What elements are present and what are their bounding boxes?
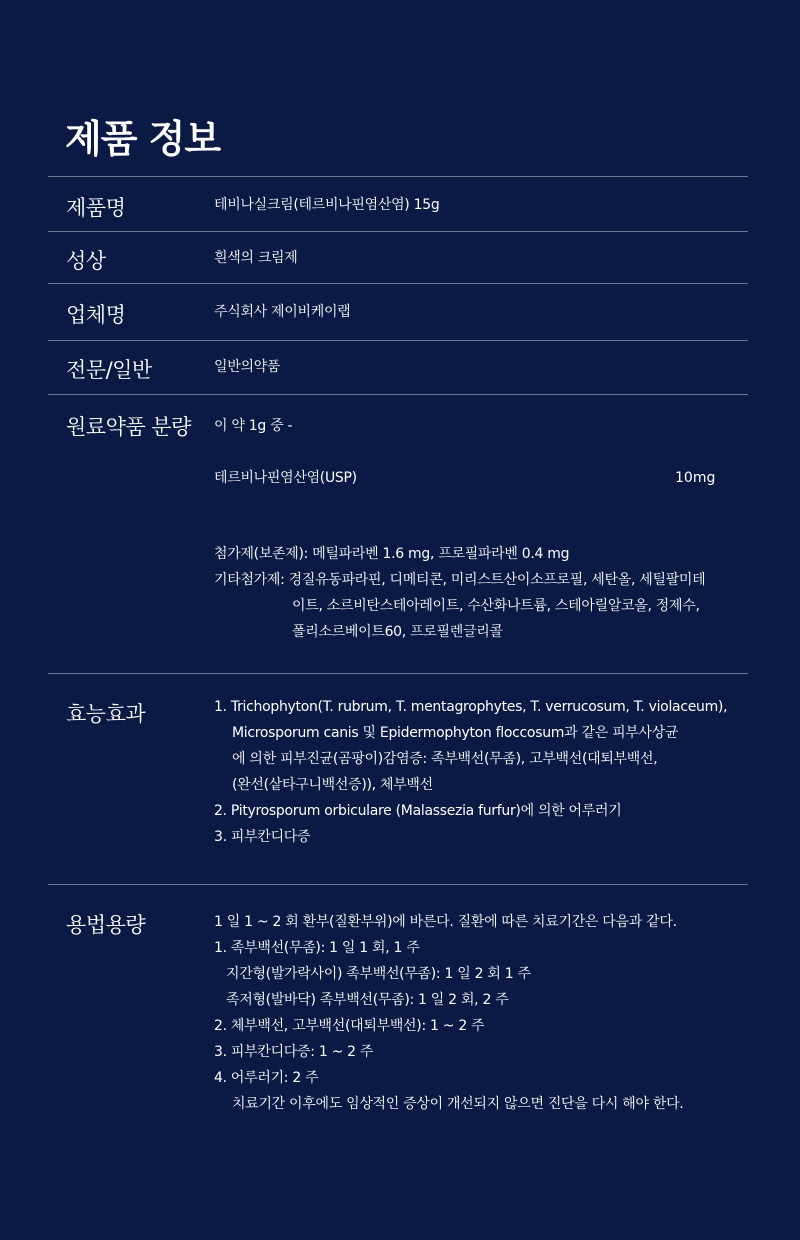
additive-line: 폴리소르베이트60, 프로필렌글리콜 xyxy=(292,624,503,640)
value-product-name: 테비나실크림(테르비나핀염산염) 15g xyxy=(214,197,440,213)
active-ingredient-amount: 10mg xyxy=(675,470,716,486)
dosage-line: 족저형(발바닥) 족부백선(무좀): 1 일 2 회, 2 주 xyxy=(226,992,509,1008)
label-dosage: 용법용량 xyxy=(66,913,146,937)
dosage-line: 1. 족부백선(무좀): 1 일 1 회, 1 주 xyxy=(214,940,420,956)
efficacy-line: 3. 피부칸디다증 xyxy=(214,829,311,845)
value-category: 일반의약품 xyxy=(214,359,281,375)
row-appearance xyxy=(48,231,748,284)
efficacy-text xyxy=(214,694,727,850)
label-product-name: 제품명 xyxy=(66,196,126,220)
additive-line: 이트, 소르비탄스테아레이트, 수산화나트륨, 스테아릴알코올, 정제수, xyxy=(292,598,700,614)
value-appearance: 흰색의 크림제 xyxy=(214,250,298,266)
dosage-line: 1 일 1 ~ 2 회 환부(질환부위)에 바른다. 질환에 따른 치료기간은 다음과 같다. xyxy=(214,914,677,930)
additive-line: 기타첨가제: 경질유동파라핀, 디메티콘, 미리스트산이소프로필, 세탄올, 세틸팔미테 xyxy=(214,572,706,588)
efficacy-line: 에 의한 피부진균(곰팡이)감염증: 족부백선(무좀), 고부백선(대퇴부백선, xyxy=(232,751,658,767)
dosage-line: 치료기간 이후에도 임상적인 증상이 개선되지 않으면 진단을 다시 해야 한다. xyxy=(232,1096,684,1112)
label-appearance: 성상 xyxy=(66,249,106,273)
page-title: 제품 정보 xyxy=(65,117,221,161)
additive-line: 첨가제(보존제): 메틸파라벤 1.6 mg, 프로필파라벤 0.4 mg xyxy=(214,546,570,562)
label-category: 전문/일반 xyxy=(66,358,152,382)
efficacy-line: 1. Trichophyton(T. rubrum, T. mentagrophytes, T. verrucosum, T. violaceum), xyxy=(214,699,728,715)
ingredients-intro: 이 약 1g 중 - xyxy=(214,418,293,434)
row-company xyxy=(48,283,748,341)
label-efficacy: 효능효과 xyxy=(66,702,146,726)
dosage-line: 2. 체부백선, 고부백선(대퇴부백선): 1 ~ 2 주 xyxy=(214,1018,485,1034)
label-ingredients: 원료약품 분량 xyxy=(66,415,191,439)
efficacy-line: 2. Pityrosporum orbiculare (Malassezia furfur)에 의한 어루러기 xyxy=(214,803,622,819)
row-ingredients xyxy=(48,394,748,674)
label-company: 업체명 xyxy=(66,303,126,327)
row-product-name xyxy=(48,176,748,232)
row-efficacy xyxy=(48,673,748,885)
efficacy-line: Microsporum canis 및 Epidermophyton floccosum과 같은 피부사상균 xyxy=(232,725,679,741)
value-company: 주식회사 제이비케이랩 xyxy=(214,304,351,320)
dosage-line: 지간형(발가락사이) 족부백선(무좀): 1 일 2 회 1 주 xyxy=(226,966,531,982)
efficacy-line: (완선(샅타구니백선증)), 체부백선 xyxy=(232,777,433,793)
dosage-line: 3. 피부칸디다증: 1 ~ 2 주 xyxy=(214,1044,374,1060)
row-category xyxy=(48,340,748,395)
dosage-text xyxy=(214,909,683,1117)
active-ingredient-name: 테르비나핀염산염(USP) xyxy=(214,470,357,486)
dosage-line: 4. 어루러기: 2 주 xyxy=(214,1070,319,1086)
row-dosage xyxy=(48,884,748,1145)
